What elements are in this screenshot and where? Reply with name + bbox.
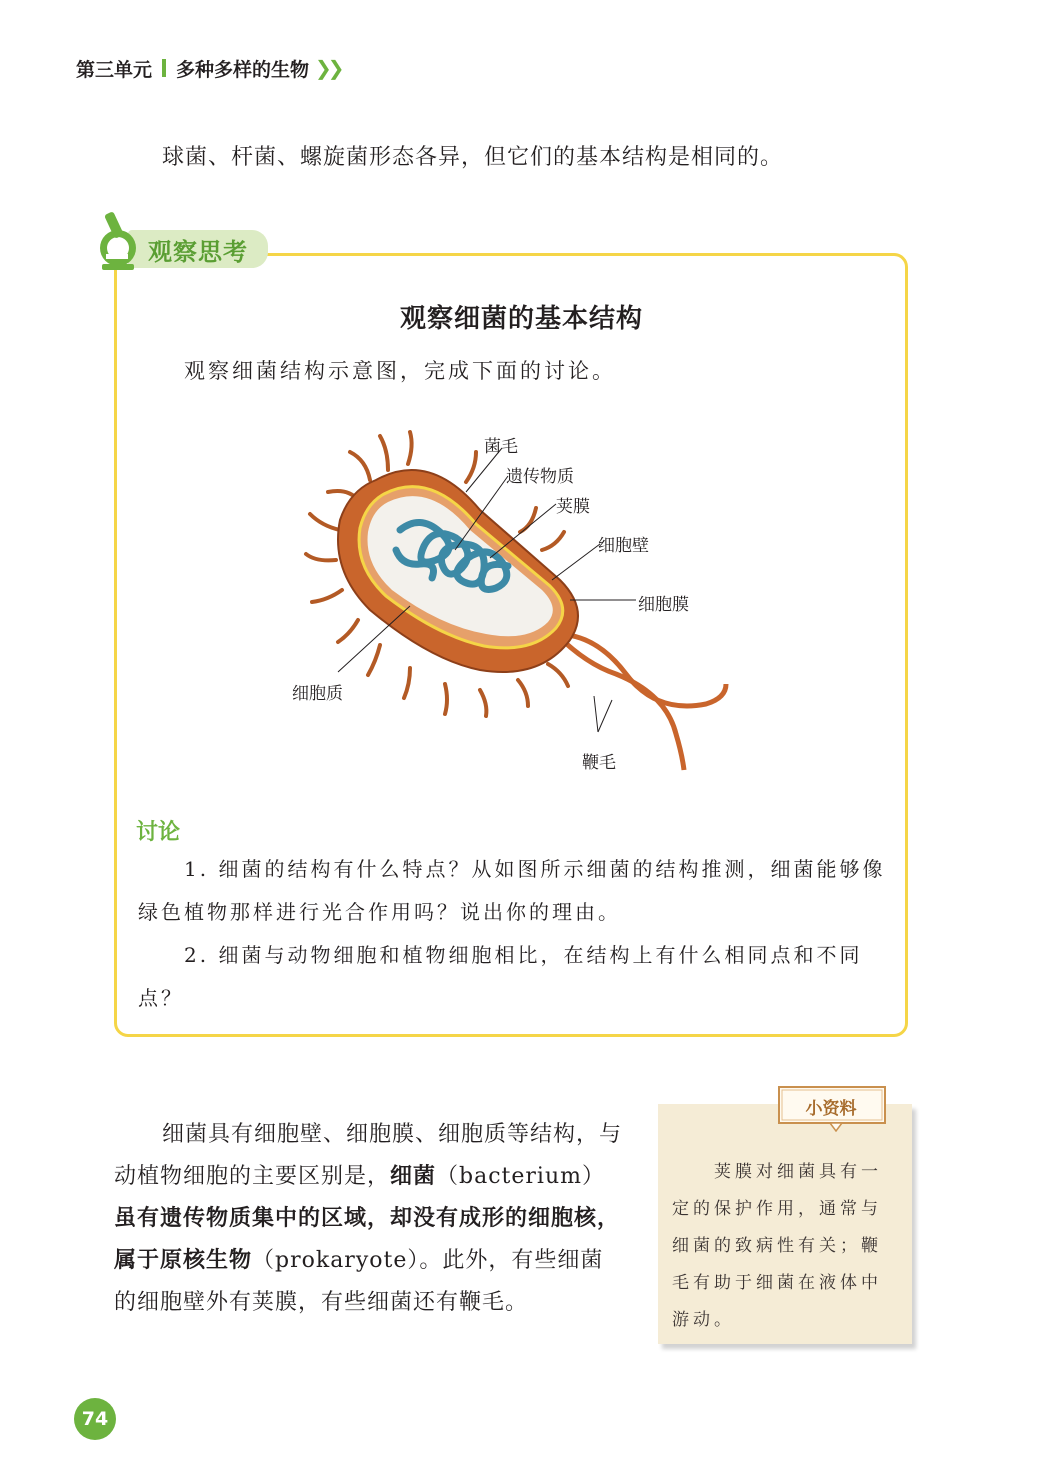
chapter-title: 多种多样的生物 [176,58,310,81]
unit-label: 第三单元 [76,58,153,81]
body-paragraph: 细菌具有细胞壁、细胞膜、细胞质等结构，与动植物细胞的主要区别是，细菌（bacterium）虽有遗传物质集中的区域，却没有成形的细胞核，属于原核生物（prokaryote）。此外，有些细菌的细胞壁外有荚膜，有些细菌还有鞭毛。 [114,1122,623,1315]
label-genetic-material: 遗传物质 [506,467,574,487]
key-statement: 虽有遗传物质集中的区域，却没有成形的细胞核，属于原核生物 [114,1206,621,1273]
note-text: 荚膜对细菌具有一定的保护作用，通常与细菌的致病性有关；鞭毛有助于细菌在液体中游动。 [672,1162,882,1330]
page-number: 74 [74,1398,116,1440]
question-2: 2. 细菌与动物细胞和植物细胞相比，在结构上有什么相同点和不同点？ [138,943,863,1010]
label-pili: 菌毛 [484,437,518,457]
box-title: 观察细菌的基本结构 [399,304,643,334]
box-instruction: 观察细菌结构示意图，完成下面的讨论。 [184,359,616,383]
question-1: 1. 细菌的结构有什么特点？从如图所示细菌的结构推测，细菌能够像绿色植物那样进行光合作用吗？说出你的理由。 [138,857,886,924]
chevron-right-icon: ❯❯ [315,56,341,80]
flagellum-1 [556,634,726,706]
label-cell-wall: 细胞壁 [598,536,649,556]
label-capsule: 荚膜 [556,497,590,517]
intro-paragraph: 球菌、杆菌、螺旋菌形态各异，但它们的基本结构是相同的。 [162,145,784,170]
badge-label: 观察思考 [148,238,248,266]
header-divider [162,59,166,77]
term-bacterium: 细菌 [390,1164,437,1189]
chapter-header [76,54,341,82]
discussion-heading: 讨论 [136,820,181,845]
label-cytoplasm: 细胞质 [292,684,343,704]
label-cell-membrane: 细胞膜 [638,595,689,615]
note-tag-label: 小资料 [805,1099,857,1119]
label-flagella: 鞭毛 [582,753,616,773]
